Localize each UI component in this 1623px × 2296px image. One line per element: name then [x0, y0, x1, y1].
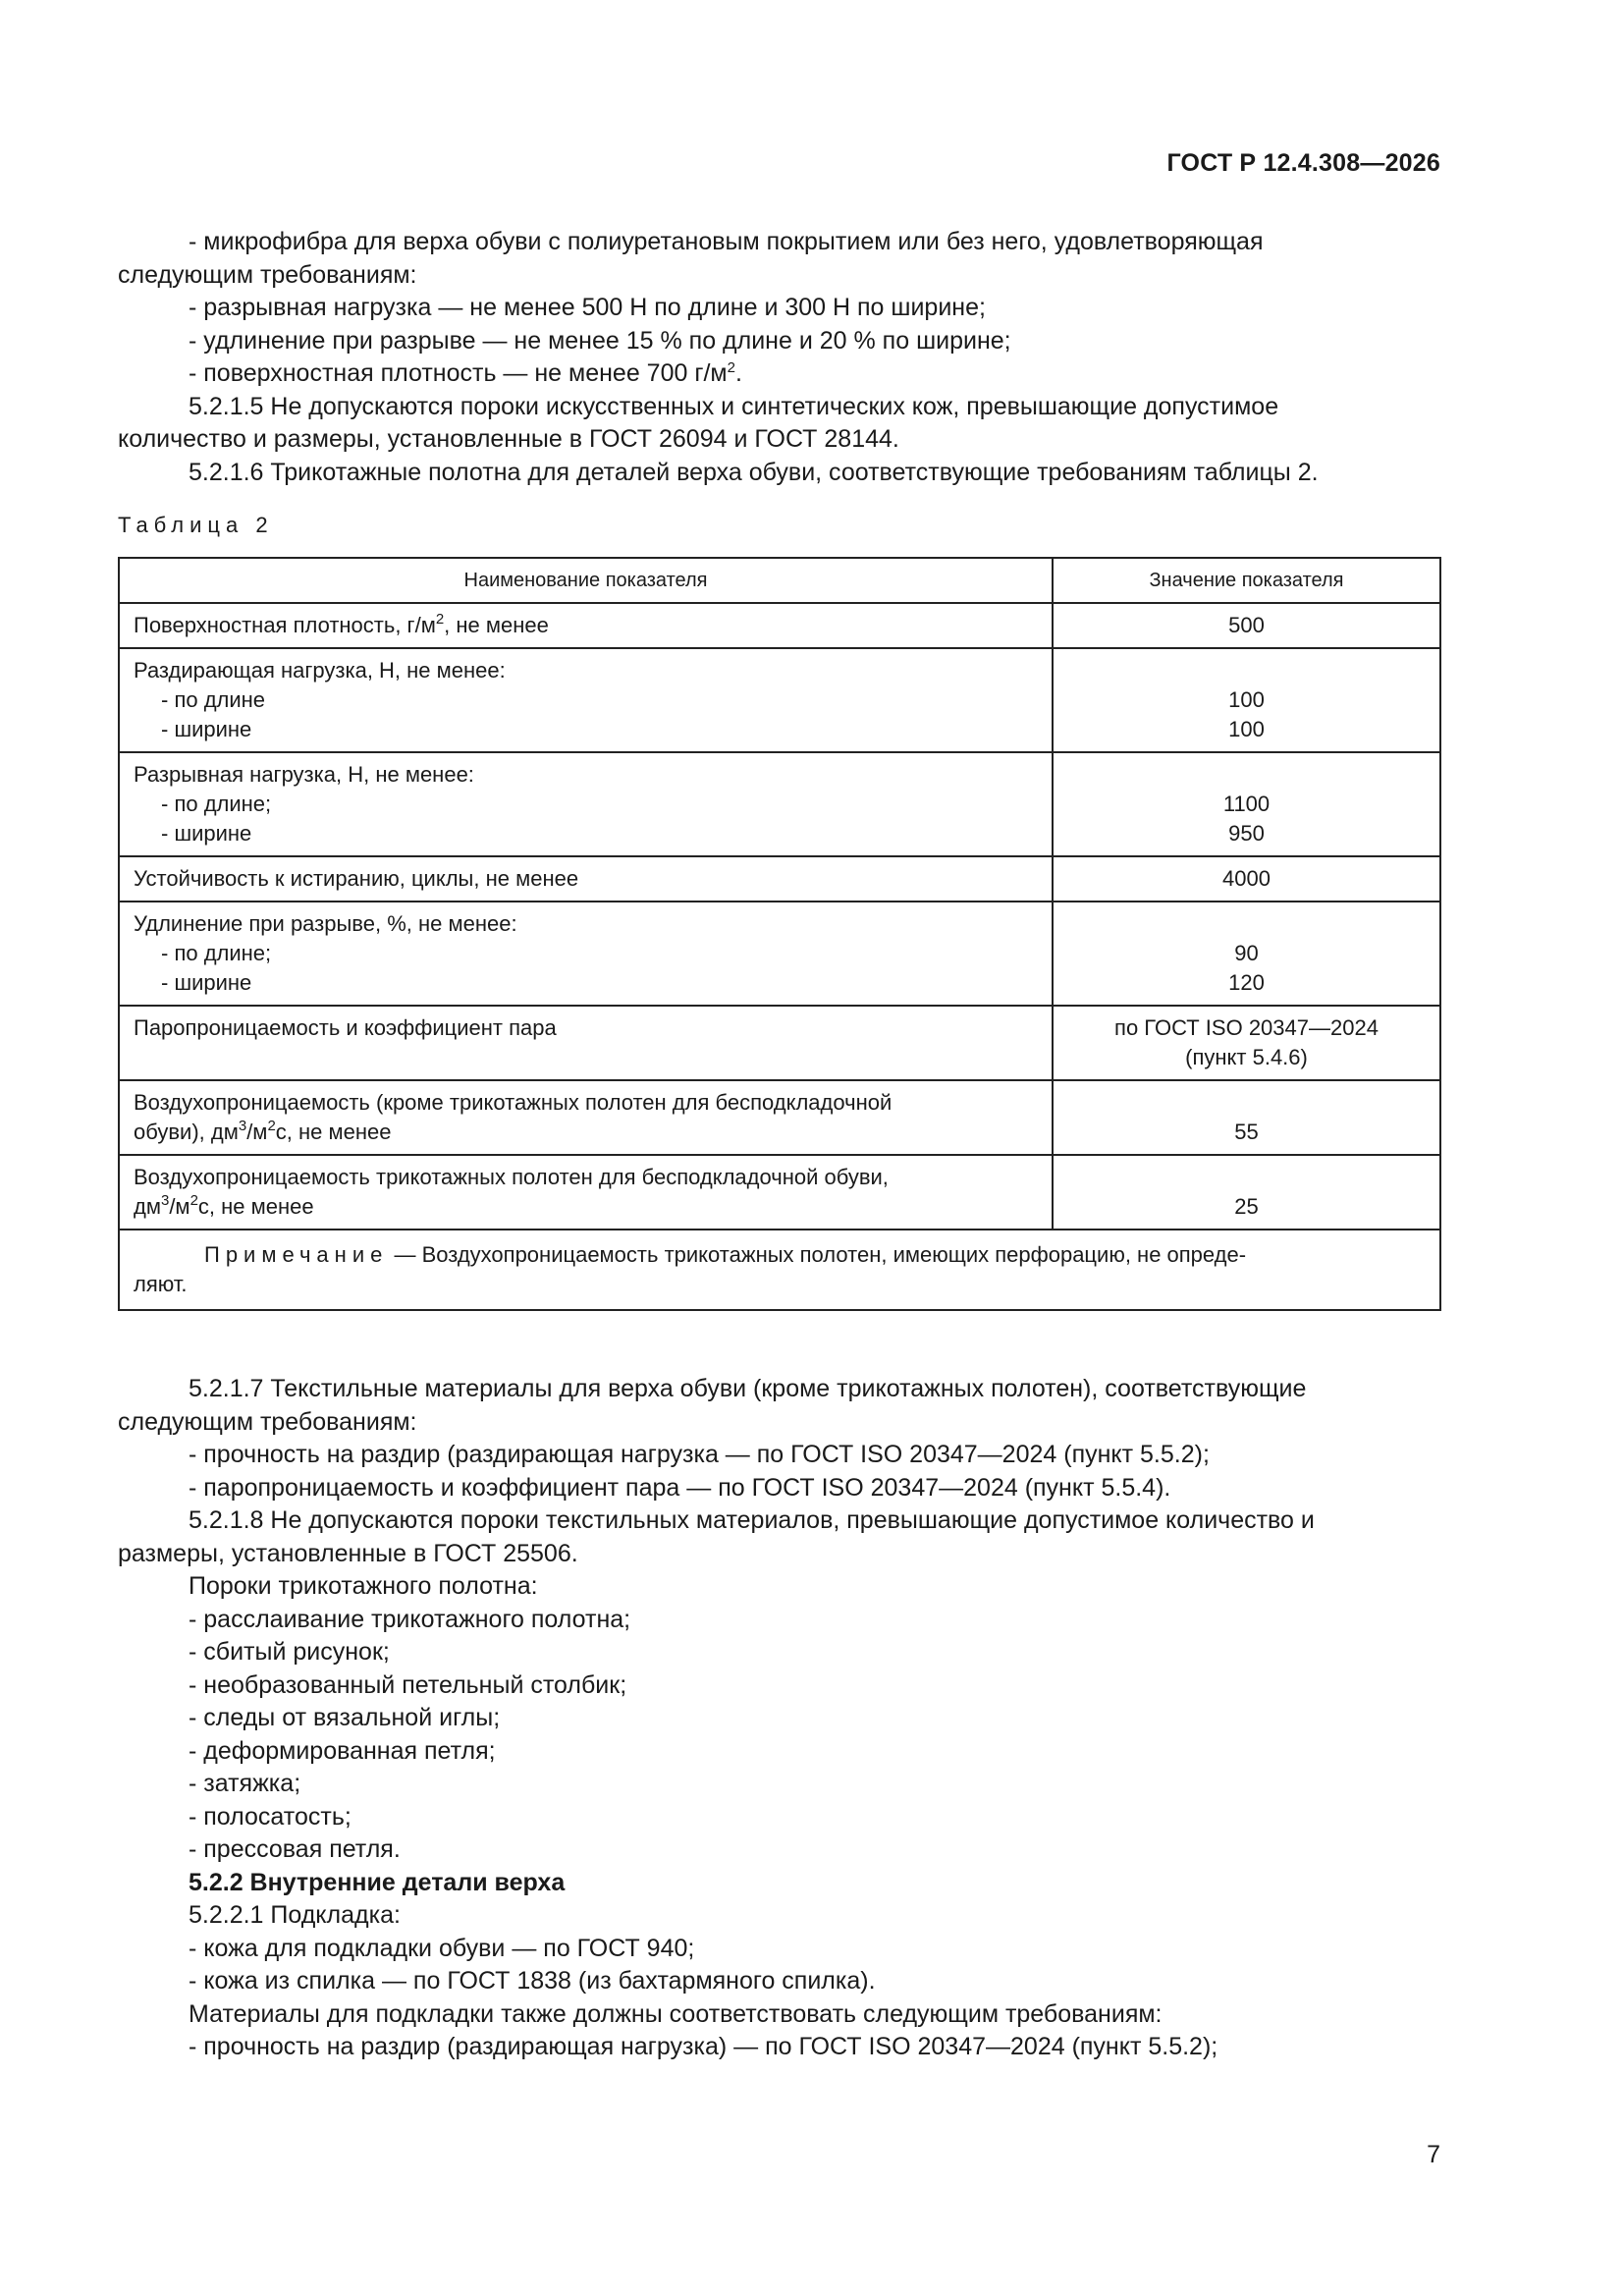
list-item: - необразованный петельный столбик; — [189, 1670, 627, 1699]
paragraph: следующим требованиям: — [118, 260, 417, 289]
list-item: - полосатость; — [189, 1802, 352, 1831]
table-row — [119, 648, 1440, 752]
table-2 — [118, 557, 1441, 1311]
table-cell: Раздирающая нагрузка, Н, не менее: - по длине - ширине — [119, 648, 1053, 752]
list-item: - следы от вязальной иглы; — [189, 1704, 501, 1731]
list-item: - затяжка; — [189, 1770, 301, 1797]
table-cell: Поверхностная плотность, $г/м^2$, не менее — [119, 603, 1053, 648]
paragraph: 5.2.1.5 Не допускаются пороки искусственных и синтетических кож, превышающие допустимое — [189, 392, 1279, 420]
table-cell: 55 — [1053, 1080, 1440, 1155]
table-row — [119, 1006, 1440, 1080]
paragraph: 5.2.1.6 Трикотажные полотна для деталей верха обуви, соответствующие требованиям таблицы 2. — [189, 458, 1319, 486]
table-cell: 1100 950 — [1053, 752, 1440, 856]
table-row — [119, 603, 1440, 648]
paragraph: количество и размеры, установленные в ГОСТ 26094 и ГОСТ 28144. — [118, 425, 899, 453]
page-number: 7 — [1427, 2141, 1440, 2168]
list-item: - прочность на раздир (раздирающая нагрузка — по ГОСТ ISO 20347—2024 (пункт 5.5.2); — [189, 1441, 1210, 1468]
list-item: - кожа из спилка — по ГОСТ 1838 (из бахтармяного спилка). — [189, 1967, 876, 1995]
table-row — [119, 902, 1440, 1006]
table-cell: 500 — [1053, 603, 1440, 648]
table-cell: 25 — [1053, 1155, 1440, 1230]
table-cell: Воздухопроницаемость (кроме трикотажных полотен для бесподкладочной обуви), $дм^3/м^2с$, не менее — [119, 1080, 1053, 1155]
list-item: - разрывная нагрузка — не менее 500 Н по длине и 300 Н по ширине; — [189, 294, 986, 321]
list-item: - удлинение при разрыве — не менее 15 % по длине и 20 % по ширине; — [189, 326, 1011, 355]
table-cell: 100 100 — [1053, 648, 1440, 752]
table-note-row — [119, 1230, 1440, 1310]
list-item: - сбитый рисунок; — [189, 1638, 390, 1666]
paragraph: 5.2.1.8 Не допускаются пороки текстильных материалов, превышающие допустимое количество и — [189, 1506, 1315, 1534]
paragraph: 5.2.1.7 Текстильные материалы для верха обуви (кроме трикотажных полотен), соответствующие — [189, 1375, 1307, 1402]
paragraph: следующим требованиям: — [118, 1407, 417, 1436]
list-item: - поверхностная плотность — не менее 700 $г/м^2$. — [189, 359, 742, 387]
table-cell: Устойчивость к истиранию, циклы, не менее — [119, 856, 1053, 902]
table-cell: 90 120 — [1053, 902, 1440, 1006]
list-item: - прочность на раздир (раздирающая нагрузка) — по ГОСТ ISO 20347—2024 (пункт 5.5.2); — [189, 2033, 1218, 2060]
subsection-heading: 5.2.2.1 Подкладка: — [189, 1901, 401, 1929]
table-cell: Разрывная нагрузка, Н, не менее: - по длине; - ширине — [119, 752, 1053, 856]
section-heading: 5.2.2 Внутренние детали верха — [189, 1868, 566, 1896]
table-row — [119, 1080, 1440, 1155]
list-item: - кожа для подкладки обуви — по ГОСТ 940; — [189, 1934, 695, 1962]
paragraph: - микрофибра для верха обуви с полиуретановым покрытием или без него, удовлетворяющая — [189, 228, 1264, 255]
table-row — [119, 856, 1440, 902]
table-row — [119, 752, 1440, 856]
table-cell: 4000 — [1053, 856, 1440, 902]
paragraph: Пороки трикотажного полотна: — [189, 1572, 538, 1600]
table-header-row — [119, 558, 1440, 603]
table-row — [119, 1155, 1440, 1230]
top-text-block — [118, 226, 1440, 489]
table-note: Примечание — Воздухопроницаемость трикотажных полотен, имеющих перфорацию, не опреде- ляют. — [119, 1230, 1440, 1310]
doc-code-header: ГОСТ Р 12.4.308—2026 — [1166, 149, 1440, 177]
table-cell: Воздухопроницаемость трикотажных полотен для бесподкладочной обуви, $дм^3/м^2с$, не менее — [119, 1155, 1053, 1230]
paragraph: размеры, установленные в ГОСТ 25506. — [118, 1539, 578, 1567]
bottom-text-block — [118, 1373, 1440, 2064]
list-item: - прессовая петля. — [189, 1835, 401, 1863]
list-item: - паропроницаемость и коэффициент пара — по ГОСТ ISO 20347—2024 (пункт 5.5.4). — [189, 1473, 1171, 1502]
column-header: Значение показателя — [1053, 558, 1440, 603]
list-item: - расслаивание трикотажного полотна; — [189, 1605, 631, 1633]
table-caption: Таблица 2 — [118, 513, 274, 537]
table-cell: по ГОСТ ISO 20347—2024 (пункт 5.4.6) — [1053, 1006, 1440, 1080]
table-cell: Удлинение при разрыве, %, не менее: - по длине; - ширине — [119, 902, 1053, 1006]
column-header: Наименование показателя — [119, 558, 1053, 603]
list-item: - деформированная петля; — [189, 1736, 496, 1765]
paragraph: Материалы для подкладки также должны соответствовать следующим требованиям: — [189, 1999, 1163, 2028]
table-cell: Паропроницаемость и коэффициент пара — [119, 1006, 1053, 1080]
